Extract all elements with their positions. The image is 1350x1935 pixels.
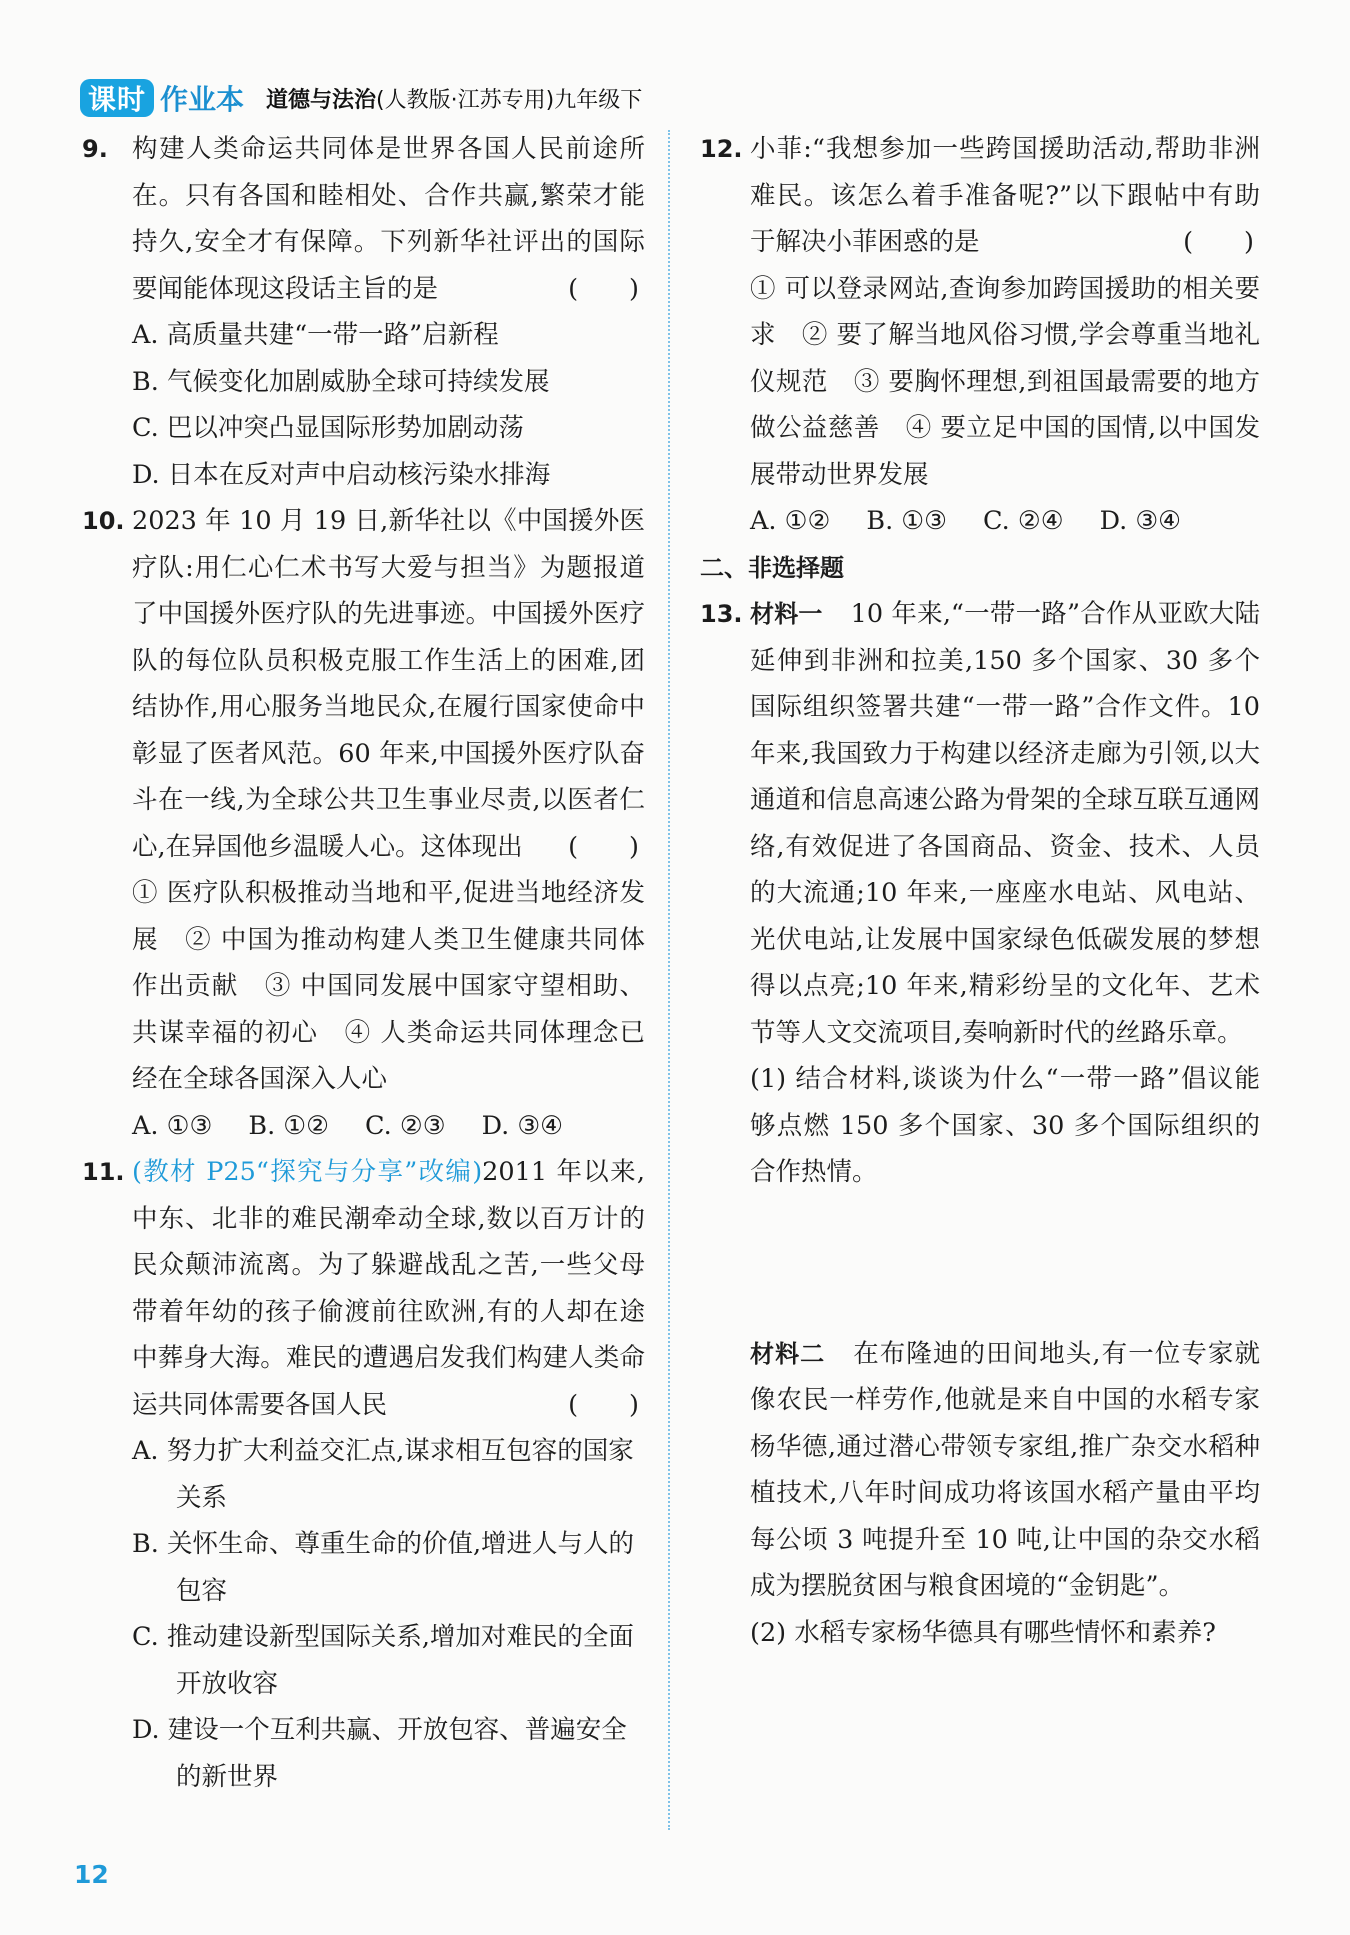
option-b: B. 气候变化加剧威胁全球可持续发展: [132, 366, 550, 397]
edition-info: (人教版·江苏专用)九年级下: [376, 87, 643, 113]
option-c: C. 推动建设新型国际关系,增加对难民的全面开放收容: [132, 1622, 634, 1699]
question-number: 11.: [82, 1158, 125, 1186]
sub-question-1: (1) 结合材料,谈谈为什么“一带一路”倡议能够点燃 150 多个国家、30 多个国际组织的合作热情。: [750, 1064, 1260, 1187]
subject-name: 道德与法治: [266, 87, 377, 113]
header-subject: [266, 83, 642, 114]
option-a: A. ①②: [750, 506, 831, 536]
question-stem: 构建人类命运共同体是世界各国人民前途所在。只有各国和睦相处、合作共赢,繁荣才能持久,安全才有保障。下列新华社评出的国际要闻能体现这段话主旨的是 ( ): [132, 126, 645, 312]
question-9: [82, 126, 645, 498]
option-a: A. ①③: [132, 1110, 213, 1141]
question-number: 10.: [82, 507, 125, 535]
answer-parens: ( ): [568, 273, 639, 304]
option-row: [750, 498, 1260, 545]
material-one-label: 材料一: [750, 600, 823, 628]
page-number: 12: [74, 1860, 109, 1889]
option-d: D. 建设一个互利共赢、开放包容、普遍安全的新世界: [132, 1715, 627, 1792]
option-a: A. 努力扩大利益交汇点,谋求相互包容的国家关系: [132, 1436, 634, 1513]
answer-space: [750, 1196, 1260, 1331]
question-number: 12.: [700, 135, 743, 163]
option-b: B. ①③: [866, 506, 948, 536]
question-12: [700, 126, 1260, 545]
question-stem: 小菲:“我想参加一些跨国援助活动,帮助非洲难民。该怎么着手准备呢?”以下跟帖中有助于解决小菲困惑的是 ( ): [750, 126, 1260, 266]
option-b: B. 关怀生命、尊重生命的价值,增进人与人的包容: [132, 1529, 635, 1606]
page-header: [80, 76, 642, 120]
answer-parens: ( ): [1183, 227, 1254, 257]
question-number: 9.: [82, 135, 108, 163]
logo-text: 作业本: [160, 83, 245, 116]
question-10: [82, 498, 645, 1149]
option-d: D. ③④: [1099, 506, 1182, 536]
question-11: [82, 1149, 645, 1800]
option-c: C. 巴以冲突凸显国际形势加剧动荡: [132, 413, 524, 443]
right-column: [700, 126, 1260, 1656]
question-stem: 2023 年 10 月 19 日,新华社以《中国援外医疗队:用仁心仁术书写大爱与担当》为题报道了中国援外医疗队的先进事迹。中国援外医疗队的每位队员积极克服工作生活上的困难,团结协作,用心服务当地民众,在履行国家使命中彰显了医者风范。60 年来,中国援外医疗队奋斗在一线,为全球公共卫生事业尽责,以医者仁心,在异国他乡温暖人心。这体现出 ( ): [132, 498, 645, 870]
question-statements: ① 医疗队积极推动当地和平,促进当地经济发展 ② 中国为推动构建人类卫生健康共同体作出贡献 ③ 中国同发展中国家守望相助、共谋幸福的初心 ④ 人类命运共同体理念已经在全球各国深入人心: [132, 878, 645, 1094]
option-c: C. ②④: [983, 506, 1064, 536]
question-stem: (教材 P25“探究与分享”改编)2011 年以来,中东、北非的难民潮牵动全球,数以百万计的民众颠沛流离。为了躲避战乱之苦,一些父母带着年幼的孩子偷渡前往欧洲,有的人却在途中葬身大海。难民的遭遇启发我们构建人类命运共同体需要各国人民 ( ): [132, 1149, 645, 1428]
option-a: A. 高质量共建“一带一路”启新程: [132, 320, 499, 350]
section-heading: 二、非选择题: [700, 553, 844, 582]
option-row: [132, 1103, 645, 1150]
option-c: C. ②③: [365, 1110, 446, 1141]
textbook-source: (教材 P25“探究与分享”改编): [132, 1157, 483, 1187]
answer-parens: ( ): [568, 831, 639, 862]
answer-parens: ( ): [568, 1389, 639, 1420]
material-two: 材料二 在布隆迪的田间地头,有一位专家就像农民一样劳作,他就是来自中国的水稻专家杨华德,通过潜心带领专家组,推广杂交水稻种植技术,八年时间成功将该国水稻产量由平均每公顷 3 吨提升至 10 吨,让中国的杂交水稻成为摆脱贫困与粮食困境的“金钥匙”。: [750, 1338, 1260, 1601]
left-column: [82, 126, 645, 1800]
question-13: [700, 591, 1260, 1656]
option-b: B. ①②: [248, 1110, 330, 1141]
material-two-label: 材料二: [750, 1339, 826, 1368]
option-d: D. ③④: [481, 1110, 564, 1141]
sub-question-2: (2) 水稻专家杨华德具有哪些情怀和素养?: [750, 1617, 1216, 1648]
question-number: 13.: [700, 600, 743, 628]
column-divider: [668, 130, 670, 1830]
question-statements: ① 可以登录网站,查询参加跨国援助的相关要求 ② 要了解当地风俗习惯,学会尊重当地礼仪规范 ③ 要胸怀理想,到祖国最需要的地方做公益慈善 ④ 要立足中国的国情,以中国发展带动世界发展: [750, 273, 1260, 490]
material-one: 材料一 10 年来,“一带一路”合作从亚欧大陆延伸到非洲和拉美,150 多个国家、30 多个国际组织签署共建“一带一路”合作文件。10 年来,我国致力于构建以经济走廊为引领,以大通道和信息高速公路为骨架的全球互联互通网络,有效促进了各国商品、资金、技术、人员的大流通;10 年来,一座座水电站、风电站、光伏电站,让发展中国家绿色低碳发展的梦想得以点亮;10 年来,精彩纷呈的文化年、艺术节等人文交流项目,奏响新时代的丝路乐章。: [750, 599, 1261, 1048]
option-d: D. 日本在反对声中启动核污染水排海: [132, 459, 551, 490]
logo-badge: 课时: [80, 79, 154, 117]
